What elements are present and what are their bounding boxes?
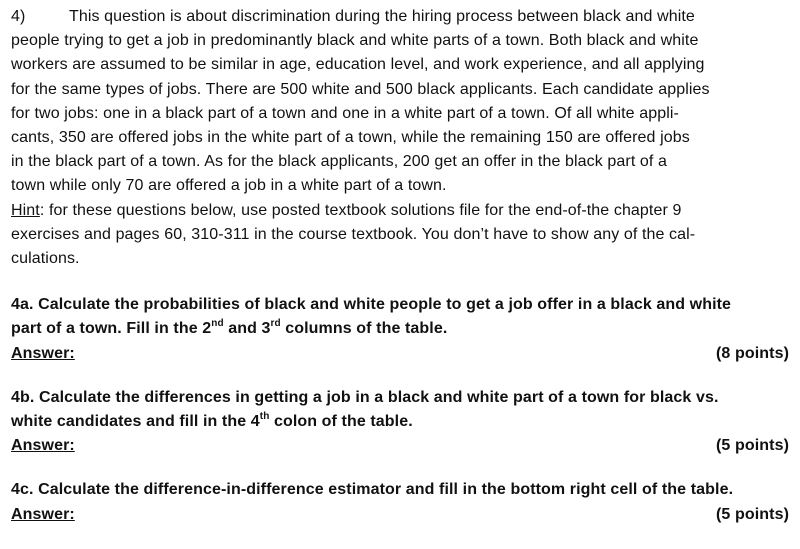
question-text: This question is about discrimination during the hiring process between black and white [69,8,695,25]
answer-label: Answer: [11,344,75,362]
hint-text: : for these questions below, use posted textbook solutions file for the end-of-the chapter 9 [39,201,682,219]
part-4a [11,293,789,366]
question-line-7: in the black part of a town. As for the black applicants, 200 get an offer in the black part of a [11,153,668,171]
question-line-3: workers are assumed to be similar in age, education level, and work experience, and all applying [11,56,705,74]
question-line-4: for the same types of jobs. There are 500 white and 500 black applicants. Each candidate applies [11,80,710,98]
part-4b-line-2 [11,410,789,434]
answer-row-4c [11,503,789,527]
part-4a-text-end: columns of the table. [280,320,448,338]
hint-line-1 [11,199,789,223]
part-4c [11,478,789,526]
part-4a-text: part of a town. Fill in the 2 [11,320,212,338]
superscript-nd: nd [211,318,224,330]
answer-label: Answer: [11,505,75,523]
document-page [11,5,789,527]
answer-row-4a [11,342,789,366]
answer-label: Answer: [11,437,75,455]
part-4b-text: white candidates and fill in the 4 [11,413,260,431]
part-4c-line-1: 4c. Calculate the difference-in-difference estimator and fill in the bottom right cell of the table. [11,481,734,499]
part-4a-text-mid: and 3 [223,320,271,338]
question-line-6: cants, 350 are offered jobs in the white part of a town, while the remaining 150 are offered jobs [11,129,690,147]
answer-row-4b [11,434,789,458]
points-label: (5 points) [716,505,789,523]
superscript-rd: rd [270,318,281,330]
hint-line-3: culations. [11,250,80,268]
part-4b-text-end: colon of the table. [269,413,413,431]
question-line-1 [11,5,789,29]
part-4b-line-1: 4b. Calculate the differences in getting a job in a black and white part of a town for black vs. [11,388,719,406]
part-4a-line-2 [11,317,789,341]
hint-line-2: exercises and pages 60, 310-311 in the course textbook. You don’t have to show any of the cal- [11,225,696,243]
hint-label: Hint [11,201,40,219]
question-number: 4) [11,8,26,25]
points-label: (5 points) [716,437,789,455]
part-4a-line-1: 4a. Calculate the probabilities of black and white people to get a job offer in a black and white [11,296,732,314]
points-label: (8 points) [716,344,789,362]
question-line-2: people trying to get a job in predominantly black and white parts of a town. Both black and white [11,32,699,50]
part-4b [11,386,789,459]
superscript-th: th [259,410,270,422]
question-line-8: town while only 70 are offered a job in a white part of a town. [11,177,447,195]
question-line-5: for two jobs: one in a black part of a town and one in a white part of a town. Of all white appli- [11,104,679,122]
